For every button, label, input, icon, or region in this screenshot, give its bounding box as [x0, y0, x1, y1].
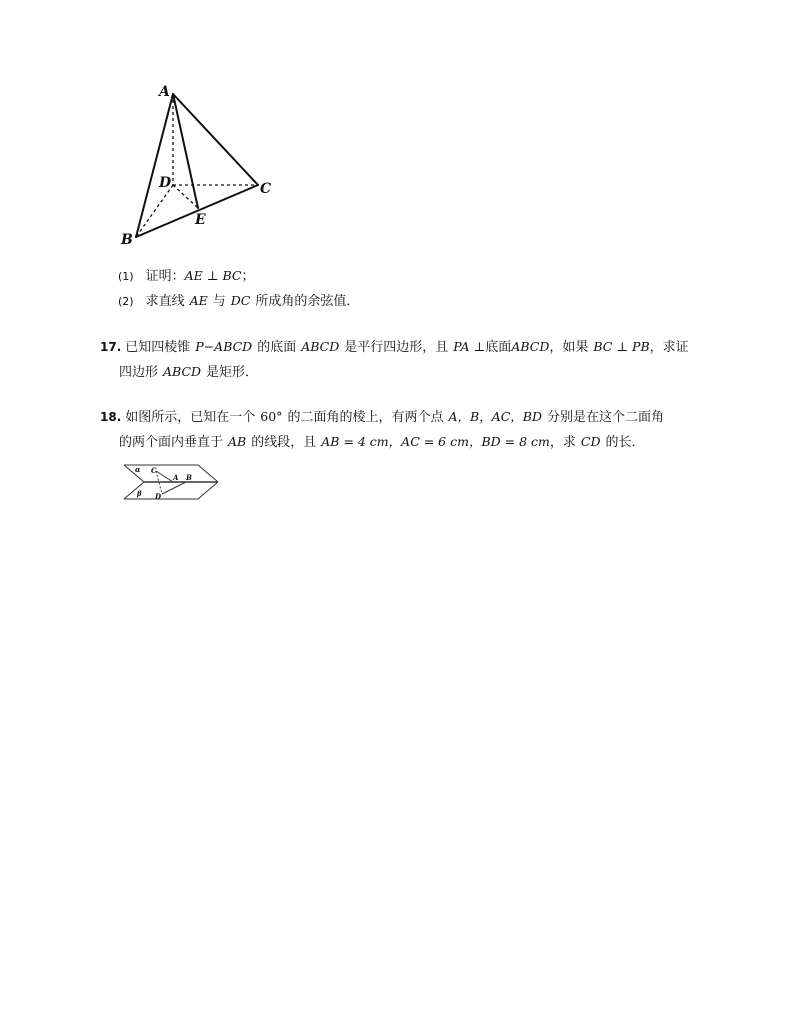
q17-text-3: 是平行四边形，且 — [344, 340, 449, 355]
part-1-end: ； — [241, 269, 255, 284]
q17-math-2: ABCD — [301, 339, 340, 354]
edge-ae — [173, 94, 198, 208]
part-2-line — [118, 292, 359, 311]
part-2-post: 所成角的余弦值． — [255, 294, 360, 309]
segment-db — [162, 482, 186, 494]
label-a: A — [159, 84, 170, 100]
q17-math-4: ABCD — [511, 339, 550, 354]
part-1-text: 证明： — [145, 269, 185, 284]
question-17-line-1 — [100, 338, 689, 357]
q17-text-2: 的底面 — [257, 340, 297, 355]
part-2-math-ae: AE — [189, 293, 208, 308]
q17-math-6: ABCD — [163, 364, 202, 379]
q18-text-4: 的两个面内垂直于 — [119, 435, 224, 450]
pyramid-figure — [110, 80, 290, 255]
label-b-small: B — [186, 473, 192, 482]
q18-text-1: 如图所示，已知在一个 — [125, 410, 256, 425]
label-e: E — [195, 212, 206, 228]
question-17-number: 17. — [100, 340, 122, 354]
q18-text-2: 的二面角的棱上，有两个点 — [287, 410, 444, 425]
part-2-mid: 与 — [212, 294, 226, 309]
label-b: B — [121, 232, 133, 248]
q17-text-1: 已知四棱锥 — [125, 340, 191, 355]
q18-math-cd: CD — [580, 434, 601, 449]
q17-text-7: 四边形 — [119, 365, 159, 380]
q17-text-5: ，如果 — [549, 340, 589, 355]
question-17-line-2 — [119, 363, 258, 382]
question-18-number: 18. — [100, 410, 122, 424]
q18-text-7: 的长． — [605, 435, 645, 450]
plane-alpha-side — [124, 465, 144, 482]
q18-math-lengths: AB = 4 cm，AC = 6 cm，BD = 8 cm — [321, 434, 550, 449]
label-a-small: A — [173, 473, 179, 482]
label-d: D — [159, 175, 172, 191]
dihedral-figure — [118, 462, 228, 504]
part-1-line — [118, 267, 254, 286]
q17-math-3: PA ⊥ — [453, 339, 486, 354]
label-c-small: C — [151, 466, 157, 475]
q17-text-6: ，求证 — [649, 340, 689, 355]
label-d-small: D — [155, 492, 162, 501]
q17-math-1: P−ABCD — [195, 339, 253, 354]
edge-ab — [136, 94, 173, 237]
part-1-math: AE ⊥ BC — [184, 268, 242, 283]
q18-text-5: 的线段，且 — [251, 435, 317, 450]
q17-text-4: 底面 — [485, 340, 512, 355]
q18-math-angle: 60° — [260, 409, 283, 424]
part-2-pre: 求直线 — [145, 294, 185, 309]
part-2-number: (2) — [118, 295, 134, 308]
q18-text-3: 分别是在这个二面角 — [546, 410, 664, 425]
q17-text-8: 是矩形． — [206, 365, 259, 380]
q18-math-ab: AB — [228, 434, 247, 449]
label-alpha: α — [135, 465, 141, 474]
q18-text-6: ，求 — [549, 435, 576, 450]
question-18-line-2 — [119, 433, 645, 452]
label-c: C — [260, 181, 272, 197]
question-18-line-1 — [100, 408, 664, 427]
dihedral-svg — [118, 462, 228, 504]
label-beta: β — [137, 489, 142, 498]
part-2-math-dc: DC — [230, 293, 251, 308]
edge-ac — [173, 94, 258, 185]
q18-math-points: A，B，AC，BD — [448, 409, 542, 424]
part-1-number: (1) — [118, 270, 134, 283]
pyramid-svg — [110, 80, 290, 255]
q17-math-5: BC ⊥ PB — [593, 339, 650, 354]
